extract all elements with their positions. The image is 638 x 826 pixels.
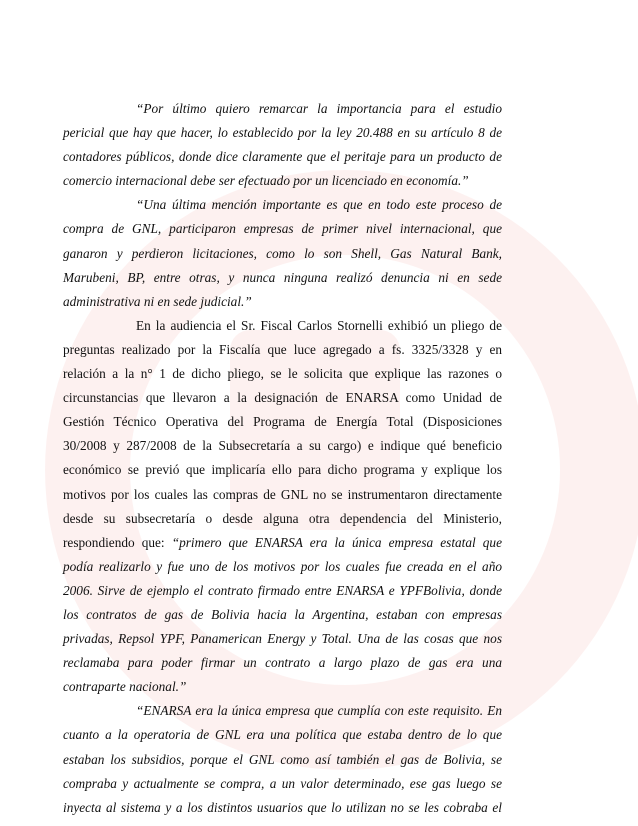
text-line [63, 145, 502, 169]
text-run: compra de GNL, participaron empresas de primer nivel internacional, que [63, 221, 502, 237]
text-line [63, 193, 502, 217]
text-run: 2006. Sirve de ejemplo el contrato firmado entre ENARSA e YPFBolivia, donde [63, 582, 502, 598]
text-run: “ENARSA era la única empresa que cumplía con este requisito. En [136, 703, 502, 719]
text-run: contraparte nacional.” [63, 679, 187, 695]
text-run: circunstancias que llevaron a la designación de ENARSA como Unidad de [63, 390, 502, 406]
text-run: inyecta al sistema y a los distintos usuarios que lo utilizan no se les cobraba el [63, 799, 502, 815]
text-run: podía realizarlo y fue uno de los motivos por los cuales fue creada en el año [63, 558, 502, 574]
text-line [63, 121, 502, 145]
text-run: desde su subsecretaría o desde alguna otra dependencia del Ministerio, [63, 510, 502, 526]
text-line [63, 169, 502, 193]
text-line [63, 314, 502, 338]
text-run: 30/2008 y 287/2008 de la Subsecretaría a su cargo) e indique qué beneficio [63, 438, 502, 454]
text-line [63, 579, 502, 603]
text-line [63, 458, 502, 482]
text-line [63, 507, 502, 531]
text-run: “Una última mención importante es que en todo este proceso de [136, 197, 502, 213]
text-line [63, 217, 502, 241]
text-run: “Por último quiero remarcar la importancia para el estudio [136, 101, 502, 116]
text-run: cuanto a la operatoria de GNL era una política que estaba dentro de lo que [63, 727, 502, 743]
text-run: administrativa ni en sede judicial.” [63, 293, 252, 309]
text-run: compraba y actualmente se compra, a un valor determinado, ese gas luego se [63, 775, 502, 791]
text-line [63, 338, 502, 362]
text-run: motivos por los cuales las compras de GNL no se instrumentaron directamente [63, 486, 502, 502]
text-line [63, 651, 502, 675]
text-line [63, 772, 502, 796]
text-run: preguntas realizado por la Fiscalía que luce agregado a fs. 3325/3328 y en [63, 341, 502, 357]
document-page [63, 97, 502, 820]
text-line [63, 531, 502, 555]
text-line [63, 242, 502, 266]
text-run: ganaron y perdieron licitaciones, como lo son Shell, Gas Natural Bank, [63, 245, 502, 261]
text-line [63, 796, 502, 820]
text-line [63, 699, 502, 723]
text-run: económico se previó que implicaría ello para dicho programa y explique los [63, 462, 502, 478]
text-line [63, 483, 502, 507]
text-line [63, 748, 502, 772]
text-run: En la audiencia el Sr. Fiscal Carlos Stornelli exhibió un pliego de [136, 317, 502, 333]
text-line [63, 97, 502, 121]
text-line [63, 675, 502, 699]
text-line [63, 362, 502, 386]
text-run: respondiendo que: [63, 534, 172, 550]
text-run: reclamaba para poder firmar un contrato a largo plazo de gas era una [63, 655, 502, 671]
text-line [63, 386, 502, 410]
text-run: “primero que ENARSA era la única empresa estatal que [171, 534, 502, 550]
text-run: Gestión Técnico Operativa del Programa de Energía Total (Disposiciones [63, 414, 502, 430]
text-run: los contratos de gas de Bolivia hacia la Argentina, estaban con empresas [63, 606, 502, 622]
text-run: privadas, Repsol YPF, Panamerican Energy y Total. Una de las cosas que nos [63, 631, 502, 647]
text-line [63, 603, 502, 627]
text-run: estaban los subsidios, porque el GNL como así también el gas de Bolivia, se [63, 751, 502, 767]
text-line [63, 290, 502, 314]
text-line [63, 410, 502, 434]
text-line [63, 723, 502, 747]
text-line [63, 627, 502, 651]
text-line [63, 555, 502, 579]
text-run: relación a la n° 1 de dicho pliego, se le solicita que explique las razones o [63, 366, 502, 382]
text-run: pericial que hay que hacer, lo establecido por la ley 20.488 en su artículo 8 de [63, 125, 502, 141]
text-line [63, 266, 502, 290]
text-run: comercio internacional debe ser efectuado por un licenciado en economía.” [63, 173, 469, 189]
text-run: contadores públicos, donde dice claramente que el peritaje para un producto de [63, 149, 502, 165]
text-line [63, 434, 502, 458]
text-run: Marubeni, BP, entre otras, y nunca ninguna realizó denuncia ni en sede [63, 269, 502, 285]
